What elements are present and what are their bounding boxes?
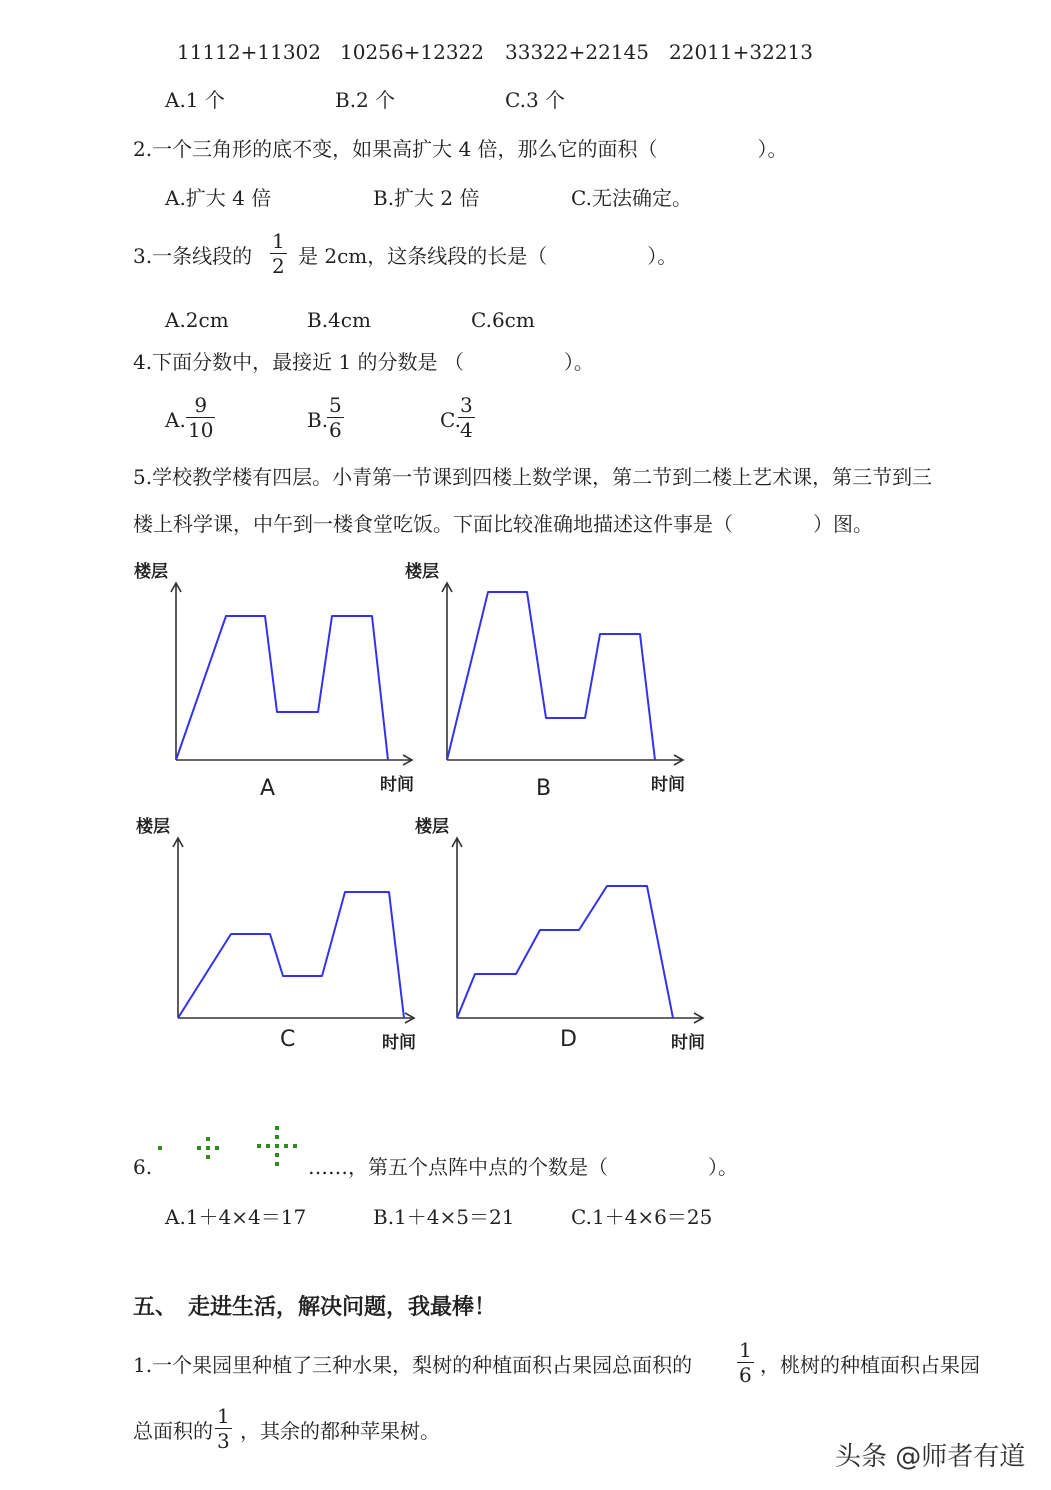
q1-option-c: C.3 个 (505, 88, 566, 112)
lattice-dot (215, 1146, 219, 1150)
s5-p2-fraction (215, 1405, 232, 1452)
x-axis-label: 时间 (380, 775, 414, 795)
q1-expr-4: 22011+32213 (669, 40, 814, 64)
graph-letter: A (260, 776, 276, 801)
frac-den: 3 (217, 1429, 230, 1453)
lattice-dot (206, 1137, 210, 1141)
q6-option-c: C.1＋4×6＝25 (571, 1205, 713, 1229)
y-axis-label: 楼层 (405, 562, 439, 582)
q3-option-a: A.2cm (165, 308, 229, 332)
q3-frac-den: 2 (272, 254, 285, 278)
lattice-dot (206, 1155, 210, 1159)
q1-expr-2: 10256+12322 (340, 40, 485, 64)
q6-option-b: B.1＋4×5＝21 (373, 1205, 515, 1229)
lattice-dot (275, 1126, 279, 1130)
q5-line-1: 5.学校教学楼有四层。小青第一节课到四楼上数学课，第二节到二楼上艺术课，第三节到三 (133, 465, 933, 489)
lattice-dot (266, 1144, 270, 1148)
graph-letter: C (280, 1027, 296, 1052)
q3-option-c: C.6cm (471, 308, 535, 332)
q4-option-a-label: A. (165, 408, 186, 432)
q5-line-2: 楼上科学课，中午到一楼食堂吃饭。下面比较准确地描述这件事是（ ）图。 (133, 512, 873, 536)
lattice-dot (275, 1153, 279, 1157)
frac-num: 9 (194, 393, 208, 417)
y-axis-label: 楼层 (134, 562, 168, 582)
graph-letter: D (560, 1027, 577, 1052)
y-axis-label: 楼层 (415, 817, 449, 837)
q1-expr-1: 11112+11302 (177, 40, 322, 64)
q4-option-b-label: B. (307, 408, 329, 432)
q4-option-c-label: C. (440, 408, 461, 432)
q1-expr-3: 33322+22145 (505, 40, 650, 64)
section-title: 五、 走进生活，解决问题，我最棒！ (133, 1295, 497, 1320)
frac-num: 5 (329, 393, 342, 417)
q3-option-b: B.4cm (307, 308, 371, 332)
q6-text: ……，第五个点阵中点的个数是（ ）。 (308, 1155, 738, 1179)
s5-p1-fraction (737, 1339, 754, 1386)
floor-line (457, 886, 673, 1018)
watermark: 头条 @师者有道 (835, 1442, 1026, 1472)
lattice-dot (158, 1146, 162, 1150)
q3-frac-num: 1 (272, 229, 285, 253)
x-axis-label: 时间 (382, 1033, 416, 1053)
floor-line (178, 892, 404, 1018)
lattice-dot (257, 1144, 261, 1148)
y-axis-label: 楼层 (136, 817, 170, 837)
q4-text: 4.下面分数中，最接近 1 的分数是 （ ）。 (133, 350, 594, 374)
q2-text: 2.一个三角形的底不变，如果高扩大 4 倍，那么它的面积（ ）。 (133, 137, 788, 161)
lattice-dot (197, 1146, 201, 1150)
lattice-dot (275, 1162, 279, 1166)
q2-option-b: B.扩大 2 倍 (373, 186, 480, 210)
q1-option-b: B.2 个 (335, 88, 396, 112)
lattice-dot (293, 1144, 297, 1148)
floor-line (447, 592, 655, 760)
frac-den: 10 (188, 418, 214, 442)
q2-option-a: A.扩大 4 倍 (165, 186, 272, 210)
q6-option-a: A.1＋4×4＝17 (165, 1205, 307, 1229)
s5-p1-prefix: 1.一个果园里种植了三种水果，梨树的种植面积占果园总面积的 (133, 1353, 693, 1377)
dot-pattern-figures (150, 1118, 310, 1174)
s5-p1-suffix: ，桃树的种植面积占果园 (760, 1353, 980, 1377)
x-axis-label: 时间 (671, 1033, 705, 1053)
x-axis-label: 时间 (651, 775, 685, 795)
frac-den: 6 (739, 1363, 752, 1387)
q2-option-c: C.无法确定。 (571, 186, 692, 210)
s5-p2-prefix: 总面积的 (133, 1419, 213, 1443)
lattice-dot (275, 1135, 279, 1139)
lattice-dot (275, 1144, 279, 1148)
lattice-dot (206, 1146, 210, 1150)
q6-number: 6. (133, 1155, 153, 1179)
q1-option-a: A.1 个 (165, 88, 225, 112)
frac-num: 3 (460, 393, 473, 417)
frac-num: 1 (217, 1404, 230, 1428)
lattice-dot (284, 1144, 288, 1148)
frac-den: 6 (329, 418, 342, 442)
s5-p2-suffix: ，其余的都种苹果树。 (240, 1419, 440, 1443)
q3-prefix: 3.一条线段的 (133, 244, 253, 268)
graph-letter: B (536, 776, 552, 801)
q3-suffix: 是 2cm，这条线段的长是（ ）。 (298, 244, 678, 268)
floor-line (176, 616, 388, 760)
frac-den: 4 (460, 418, 473, 442)
frac-num: 1 (739, 1338, 752, 1362)
